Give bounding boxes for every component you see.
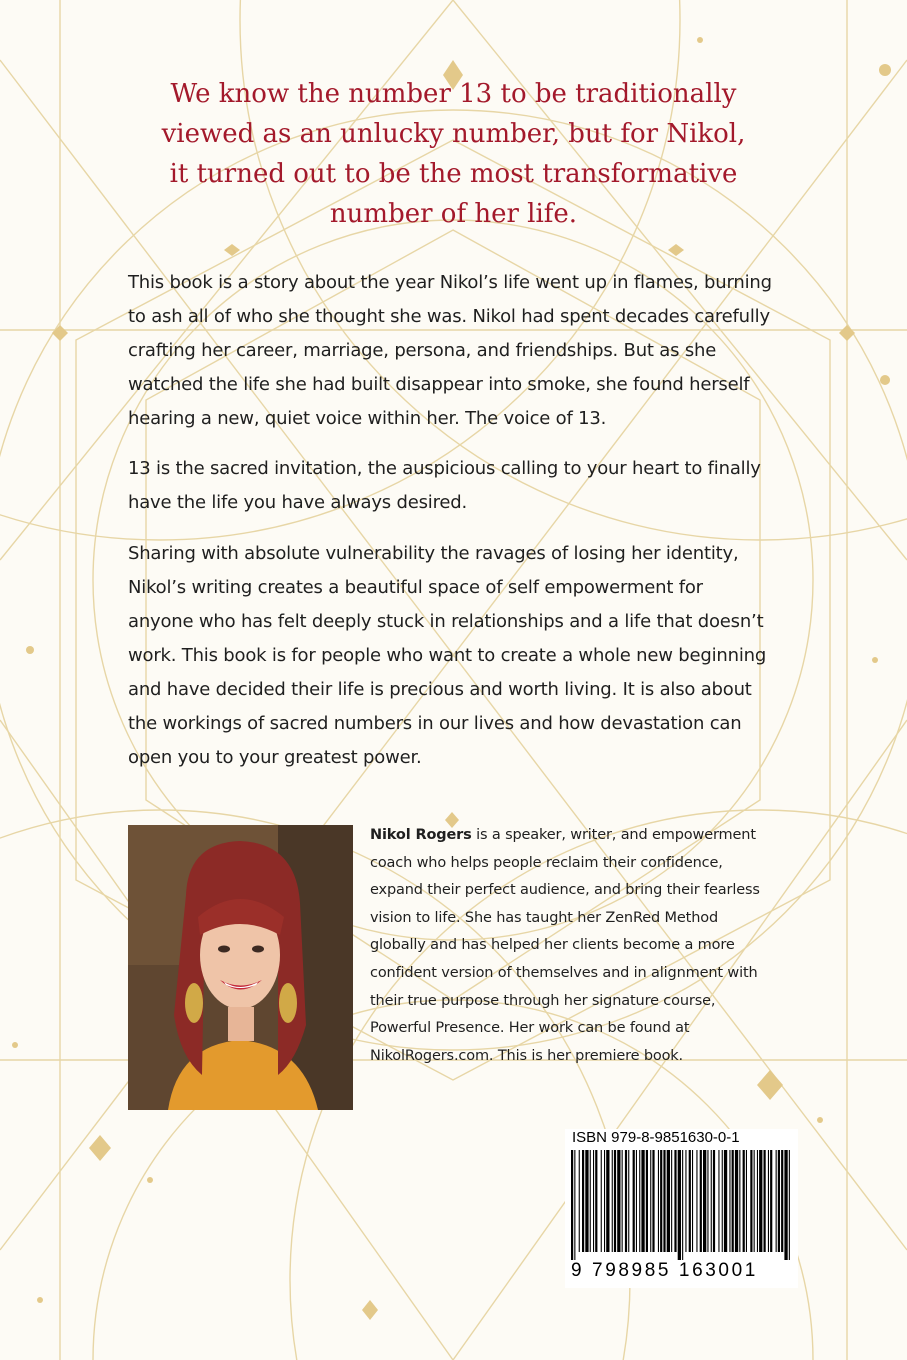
description-paragraph-3 xyxy=(128,537,808,775)
barcode-bar xyxy=(622,1150,623,1252)
barcode-bar xyxy=(689,1150,691,1252)
barcode-bar xyxy=(660,1150,662,1252)
barcode-bar xyxy=(636,1150,637,1252)
bio-line: confident version of themselves and in alignment with xyxy=(370,964,758,981)
barcode-bar xyxy=(764,1150,766,1252)
bio-line: vision to life. She has taught her ZenRed Method xyxy=(370,909,719,926)
barcode-bar xyxy=(682,1150,683,1260)
text-line: Sharing with absolute vulnerability the ravages of losing her identity, xyxy=(128,543,739,564)
barcode-bar xyxy=(735,1150,738,1252)
barcode-bar xyxy=(781,1150,783,1252)
barcode-bar xyxy=(722,1150,723,1252)
barcode-bar xyxy=(703,1150,706,1252)
text-line: open you to your greatest power. xyxy=(128,747,422,768)
barcode-bar xyxy=(789,1150,790,1260)
barcode-bar xyxy=(646,1150,648,1252)
text-line: watched the life she had built disappear into smoke, she found herself xyxy=(128,374,750,395)
pull-quote-line: number of her life. xyxy=(329,199,578,229)
barcode-bar xyxy=(718,1150,719,1252)
bio-line: coach who helps people reclaim their confidence, xyxy=(370,854,723,871)
barcode-bar xyxy=(650,1150,651,1252)
barcode-bar xyxy=(633,1150,635,1252)
text-line: have the life you have always desired. xyxy=(128,492,468,513)
isbn-barcode xyxy=(565,1129,798,1288)
barcode-bar xyxy=(590,1150,591,1252)
barcode-bar xyxy=(628,1150,629,1252)
bio-line: globally and has helped her clients become a more xyxy=(370,937,735,954)
barcode-bar xyxy=(778,1150,780,1252)
text-line: hearing a new, quiet voice within her. The voice of 13. xyxy=(128,408,607,429)
bio-line: NikolRogers.com. This is her premiere book. xyxy=(370,1047,684,1064)
barcode-bar xyxy=(746,1150,747,1252)
bio-line: their true purpose through her signature course, xyxy=(370,992,716,1009)
barcode-bar xyxy=(711,1150,712,1252)
pull-quote-line: viewed as an unlucky number, but for Nikol, xyxy=(161,119,746,149)
barcode-bar xyxy=(601,1150,602,1252)
author-name: Nikol Rogers xyxy=(370,827,472,843)
barcode-bar xyxy=(663,1150,665,1252)
text-line: 13 is the sacred invitation, the auspicious calling to your heart to finally xyxy=(128,458,761,479)
barcode-bar xyxy=(754,1150,755,1252)
barcode-bar xyxy=(692,1150,693,1252)
barcode-bar xyxy=(729,1150,730,1252)
barcode-bar xyxy=(713,1150,715,1252)
barcode-bars xyxy=(569,1150,794,1260)
text-line: the workings of sacred numbers in our lives and how devastation can xyxy=(128,713,742,734)
barcode-bar xyxy=(696,1150,697,1252)
description-paragraph-1 xyxy=(128,266,808,436)
bio-line-text: is a speaker, writer, and empowerment xyxy=(471,827,756,843)
text-line: work. This book is for people who want to create a whole new beginning xyxy=(128,645,767,666)
barcode-bar xyxy=(743,1150,745,1252)
barcode-bar xyxy=(671,1150,672,1252)
isbn-label: ISBN 979-8-9851630-0-1 xyxy=(572,1129,740,1146)
pull-quote-line: We know the number 13 to be traditionally xyxy=(170,79,737,109)
barcode-bar xyxy=(585,1150,588,1252)
barcode-bar xyxy=(759,1150,762,1252)
barcode-bar xyxy=(652,1150,654,1252)
description-paragraph-2 xyxy=(128,452,808,520)
barcode-bar xyxy=(700,1150,702,1252)
barcode-bar xyxy=(625,1150,627,1252)
barcode-bar xyxy=(604,1150,605,1252)
barcode-bar xyxy=(593,1150,594,1252)
author-bio xyxy=(370,822,830,1070)
barcode-bar xyxy=(678,1150,681,1260)
bio-line: expand their perfect audience, and bring their fearless xyxy=(370,882,760,899)
barcode-bar xyxy=(595,1150,597,1252)
barcode-bar xyxy=(757,1150,758,1252)
bio-line xyxy=(370,822,830,850)
barcode-bar xyxy=(770,1150,772,1252)
bio-line: Powerful Presence. Her work can be found at xyxy=(370,1020,690,1037)
barcode-bar xyxy=(776,1150,777,1252)
barcode-bar xyxy=(674,1150,676,1252)
barcode-bar xyxy=(579,1150,580,1252)
barcode-bar xyxy=(768,1150,769,1252)
barcode-bar xyxy=(639,1150,640,1252)
author-photo xyxy=(128,825,353,1110)
barcode-bar xyxy=(667,1150,670,1252)
text-line: anyone who has felt deeply stuck in relationships and a life that doesn’t xyxy=(128,611,764,632)
barcode-digits: 9 798985 163001 xyxy=(571,1260,758,1281)
barcode-bar xyxy=(574,1150,575,1260)
barcode-bar xyxy=(724,1150,727,1252)
barcode-bar xyxy=(612,1150,613,1252)
barcode-bar xyxy=(707,1150,708,1252)
barcode-bar xyxy=(750,1150,752,1252)
barcode-bar xyxy=(582,1150,584,1252)
barcode-bar xyxy=(732,1150,734,1252)
text-line: to ash all of who she thought she was. Nikol had spent decades carefully xyxy=(128,306,770,327)
barcode-bar xyxy=(617,1150,620,1252)
pull-quote xyxy=(150,74,757,234)
text-line: Nikol’s writing creates a beautiful space of self empowerment for xyxy=(128,577,703,598)
barcode-bar xyxy=(614,1150,616,1252)
barcode-bar xyxy=(606,1150,609,1252)
text-line: crafting her career, marriage, persona, and friendships. But as she xyxy=(128,340,717,361)
text-line: This book is a story about the year Nikol’s life went up in flames, burning xyxy=(128,272,772,293)
barcode-bar xyxy=(685,1150,686,1252)
barcode-bar xyxy=(739,1150,740,1252)
barcode-bar xyxy=(571,1150,573,1260)
barcode-bar xyxy=(641,1150,644,1252)
text-line: and have decided their life is precious and worth living. It is also about xyxy=(128,679,752,700)
pull-quote-line: it turned out to be the most transformative xyxy=(169,159,738,189)
barcode-bar xyxy=(784,1150,787,1260)
barcode-bar xyxy=(658,1150,659,1252)
